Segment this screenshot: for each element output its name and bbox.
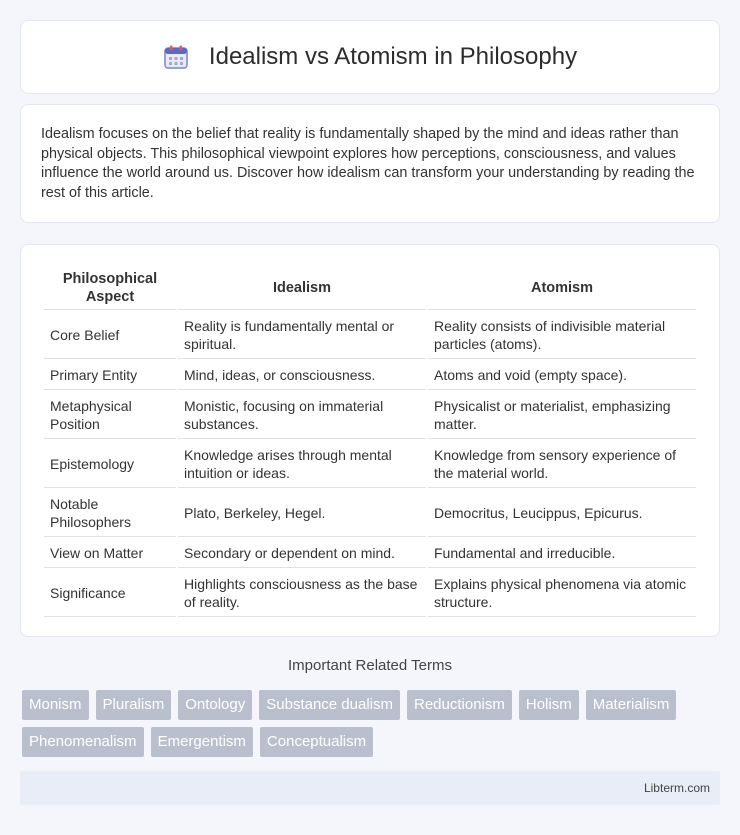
table-cell: Significance <box>44 570 176 617</box>
calendar-icon <box>163 44 189 70</box>
table-cell: Highlights consciousness as the base of reality. <box>178 570 426 617</box>
table-cell: Atoms and void (empty space). <box>428 361 696 390</box>
tag-conceptualism[interactable]: Conceptualism <box>260 727 373 757</box>
tag-ontology[interactable]: Ontology <box>178 690 252 720</box>
table-cell: Democritus, Leucippus, Epicurus. <box>428 490 696 537</box>
footer-site-link[interactable]: Libterm.com <box>643 781 710 795</box>
table-cell: View on Matter <box>44 539 176 568</box>
table-row <box>44 312 696 359</box>
table-row <box>44 570 696 617</box>
table-cell: Primary Entity <box>44 361 176 390</box>
table-cell: Secondary or dependent on mind. <box>178 539 426 568</box>
tag-emergentism[interactable]: Emergentism <box>151 727 253 757</box>
tag-phenomenalism[interactable]: Phenomenalism <box>22 727 144 757</box>
header-card <box>20 20 720 94</box>
column-header: Idealism <box>178 267 426 310</box>
related-terms-list <box>22 690 722 764</box>
table-cell: Physicalist or materialist, emphasizing matter. <box>428 392 696 439</box>
related-terms-title: Important Related Terms <box>288 657 452 674</box>
table-row <box>44 441 696 488</box>
table-cell: Plato, Berkeley, Hegel. <box>178 490 426 537</box>
page-title: Idealism vs Atomism in Philosophy <box>208 43 578 70</box>
table-cell: Monistic, focusing on immaterial substances. <box>178 392 426 439</box>
tag-materialism[interactable]: Materialism <box>586 690 677 720</box>
table-cell: Knowledge arises through mental intuition or ideas. <box>178 441 426 488</box>
table-cell: Reality is fundamentally mental or spiritual. <box>178 312 426 359</box>
table-cell: Knowledge from sensory experience of the material world. <box>428 441 696 488</box>
tag-pluralism[interactable]: Pluralism <box>96 690 172 720</box>
column-header: Atomism <box>428 267 696 310</box>
table-cell: Core Belief <box>44 312 176 359</box>
table-cell: Epistemology <box>44 441 176 488</box>
table-row <box>44 539 696 568</box>
comparison-table <box>42 265 698 619</box>
table-cell: Notable Philosophers <box>44 490 176 537</box>
table-cell: Metaphysical Position <box>44 392 176 439</box>
table-header-row <box>44 267 696 310</box>
table-row <box>44 361 696 390</box>
tag-holism[interactable]: Holism <box>519 690 579 720</box>
tag-reductionism[interactable]: Reductionism <box>407 690 512 720</box>
table-cell: Fundamental and irreducible. <box>428 539 696 568</box>
intro-text: Idealism focuses on the belief that reality is fundamentally shaped by the mind and ideas rather than physical objects. This philosophical viewpoint explores how perceptions, consciousness, and values influence the world around us. Discover how idealism can transform your understanding by reading the rest of this article. <box>41 126 695 201</box>
table-row <box>44 490 696 537</box>
table-cell: Mind, ideas, or consciousness. <box>178 361 426 390</box>
comparison-table-card <box>20 244 720 637</box>
tag-monism[interactable]: Monism <box>22 690 89 720</box>
intro-card <box>20 104 720 223</box>
table-cell: Explains physical phenomena via atomic structure. <box>428 570 696 617</box>
table-cell: Reality consists of indivisible material particles (atoms). <box>428 312 696 359</box>
footer <box>20 771 720 805</box>
column-header: Philosophical Aspect <box>44 267 176 310</box>
table-row <box>44 392 696 439</box>
tag-substance-dualism[interactable]: Substance dualism <box>259 690 400 720</box>
